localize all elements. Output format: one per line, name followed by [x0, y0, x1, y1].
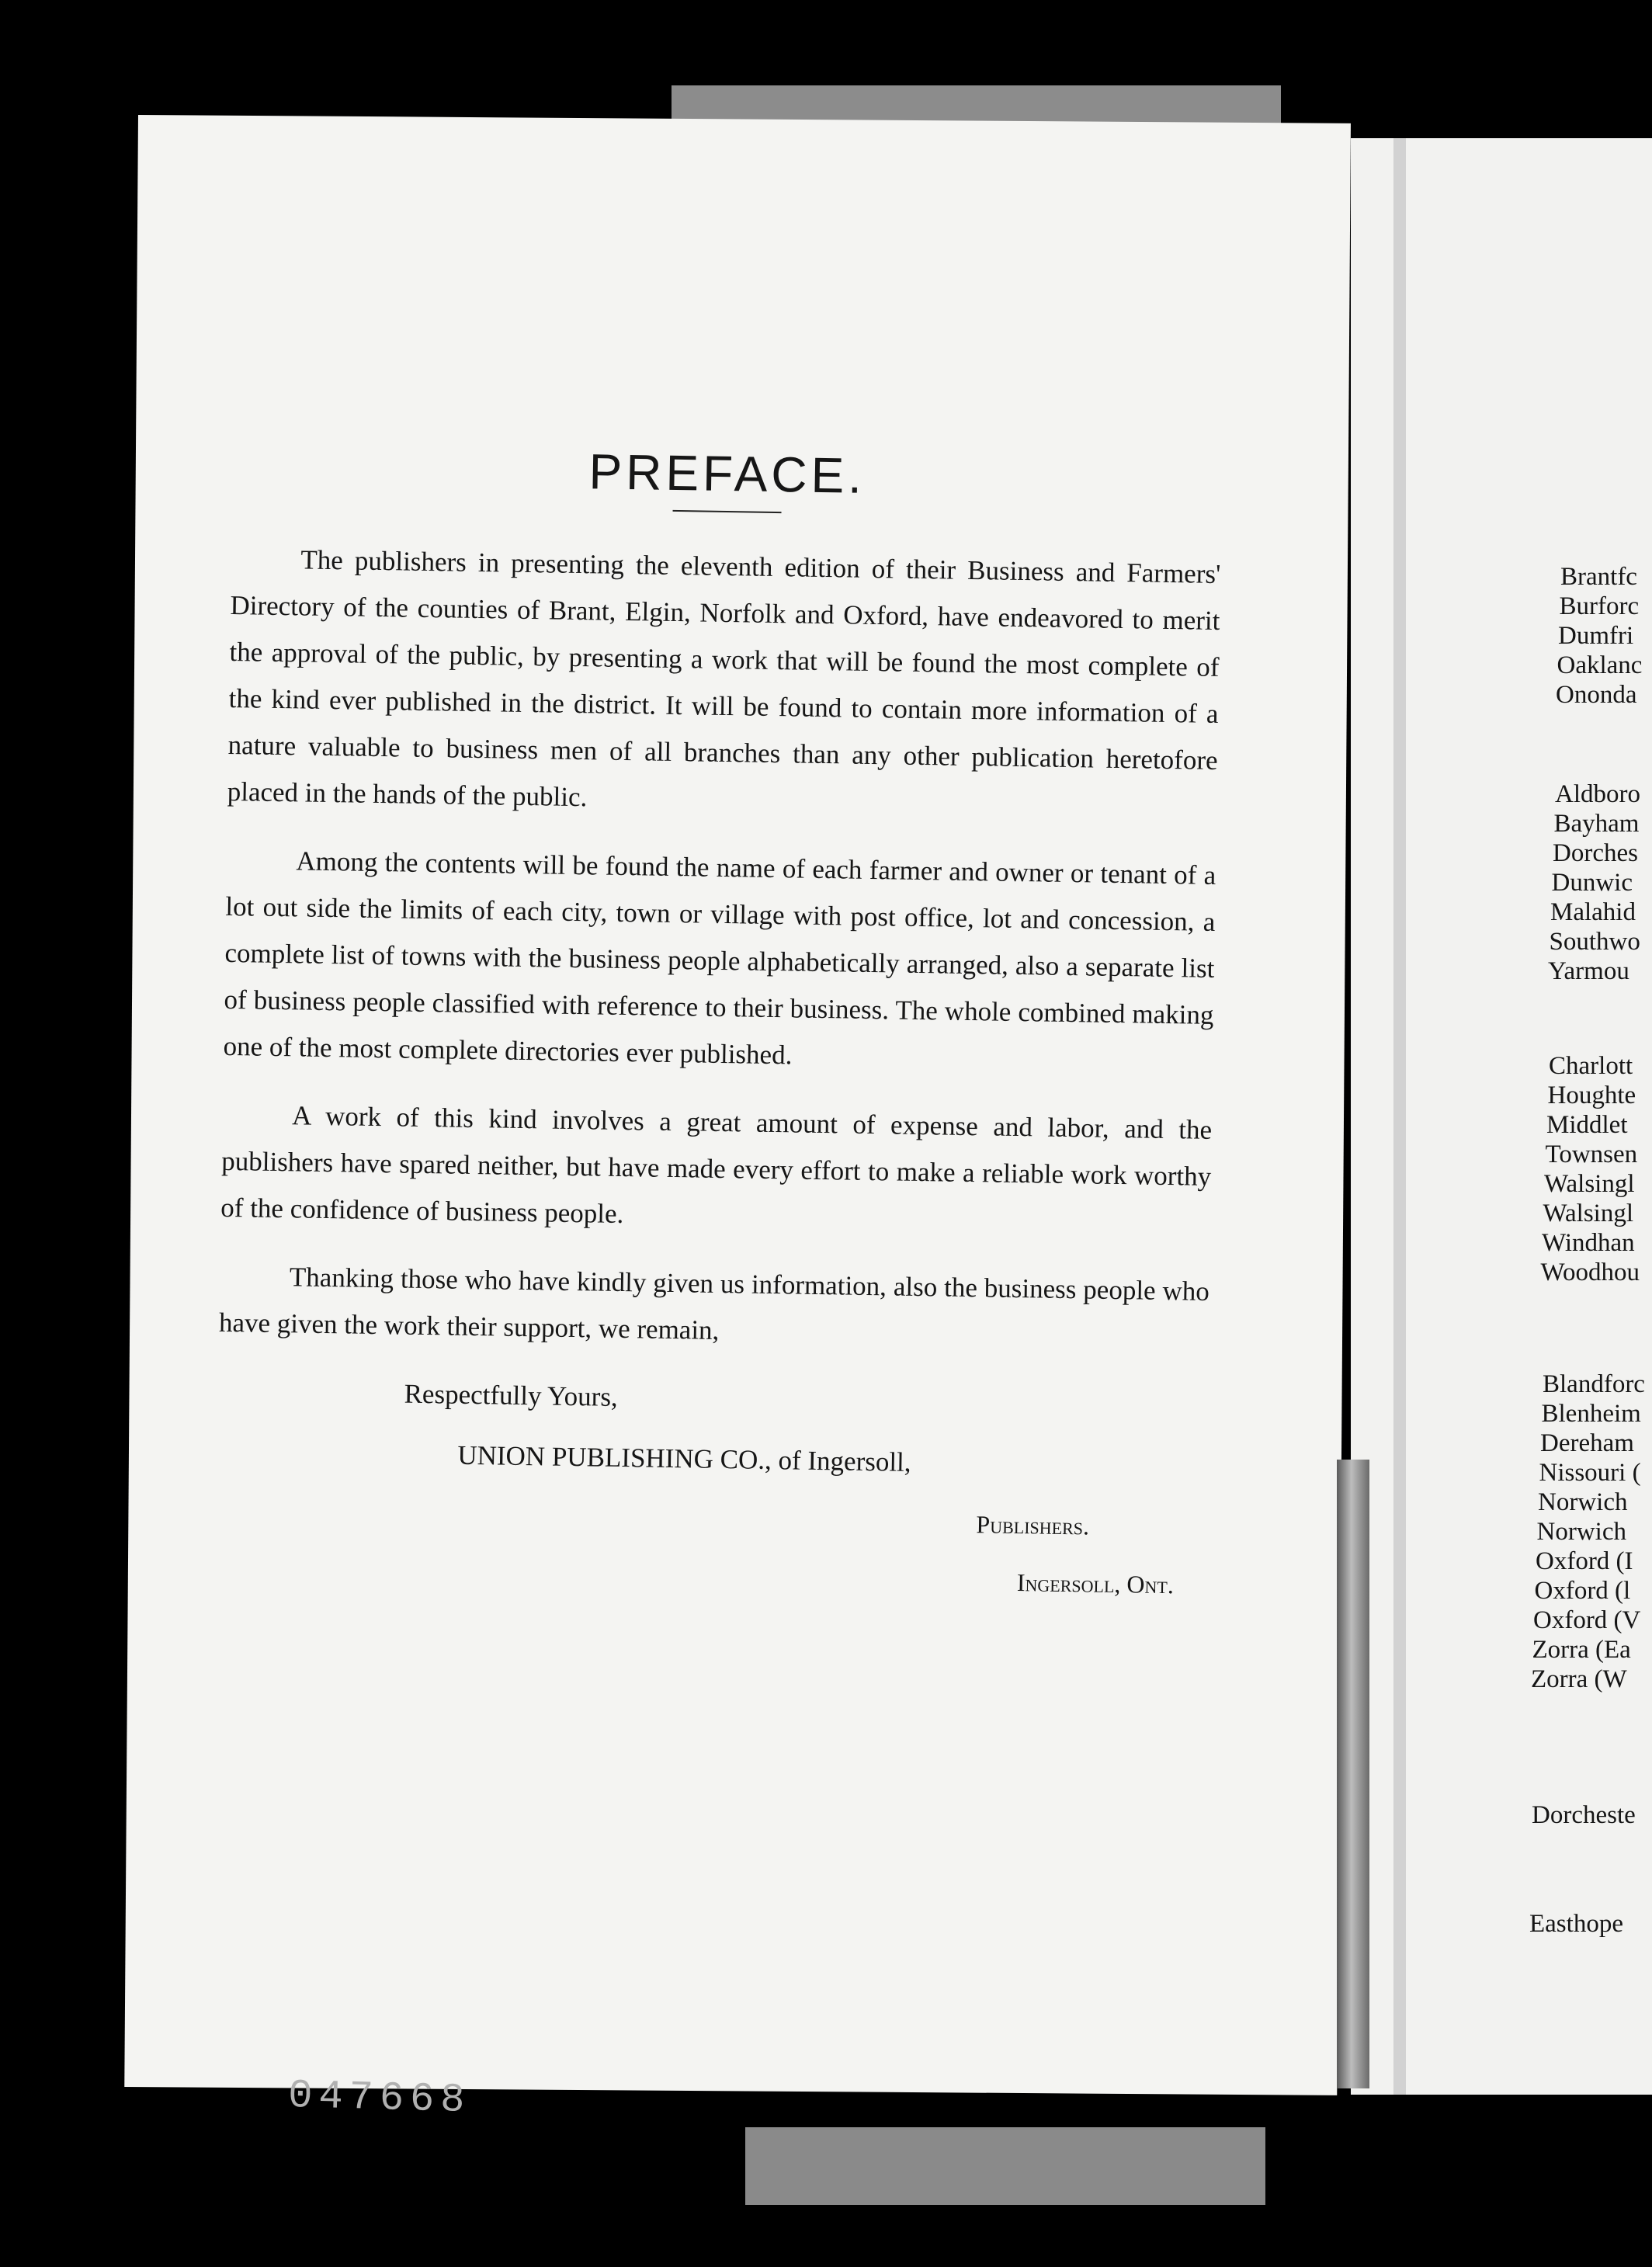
- facing-page-place-name: Norwich: [1538, 1488, 1628, 1516]
- facing-page-place-name: Oxford (l: [1534, 1577, 1631, 1605]
- facing-page-place-name: Aldboro: [1555, 780, 1640, 808]
- preface-text-block: [215, 435, 1223, 1609]
- preface-paragraph-1: The publishers in presenting the eleventh edition of their Business and Farmers' Directory of the counties of Brant, Elgin, Norfolk and Oxford, have endeavored to merit the approval of the public, by presenting a work that will be found the most complete of the kind ever published in the district. It will be found to contain more information of a nature valuable to business men of all branches than any other publication heretofore placed in the hands of the public.: [227, 544, 1221, 813]
- facing-page-place-name: Burforc: [1559, 592, 1640, 620]
- facing-page-place-name: Oxford (V: [1533, 1606, 1641, 1634]
- facing-page-place-name: Dunwic: [1551, 869, 1633, 897]
- torn-page-edge: [1337, 1460, 1369, 2088]
- facing-page-place-name: Easthope: [1529, 1910, 1623, 1938]
- facing-page-place-name: Windhan: [1542, 1229, 1635, 1257]
- facing-page-place-name: Dumfri: [1558, 622, 1634, 650]
- facing-page-place-name: Bayham: [1553, 810, 1640, 838]
- publisher-name: UNION PUBLISHING CO., of Ingersoll,: [457, 1439, 911, 1477]
- facing-page-place-name: Walsingl: [1544, 1170, 1635, 1198]
- page-gutter: [1393, 138, 1406, 2095]
- preface-paragraph-3: A work of this kind involves a great amount of expense and labor, and the publishers have spared neither, but have made every effort to make a reliable work worthy of the confidence of business people.: [220, 1100, 1213, 1230]
- facing-page-place-name: Walsingl: [1543, 1199, 1633, 1227]
- facing-page-place-name: Oaklanc: [1557, 651, 1643, 679]
- preface-paragraph-2: Among the contents will be found the name of each farmer and owner or tenant of a lot out side the limits of each city, town or village with post office, lot and concession, a complete list of towns with the business people alphabetically arranged, also a separate list of business people classified with reference to their business. The whole combined making one of the most complete directories ever published.: [223, 845, 1216, 1071]
- publisher-role: Publishers.: [976, 1510, 1090, 1540]
- title-rule: [672, 510, 781, 513]
- facing-page-place-name: Dorches: [1553, 839, 1638, 867]
- facing-page-place-name: Brantfc: [1560, 563, 1637, 591]
- facing-page-place-name: Middlet: [1546, 1111, 1628, 1139]
- facing-page-place-name: Blenheim: [1541, 1400, 1641, 1428]
- facing-page-place-name: Houghte: [1547, 1081, 1636, 1109]
- binding-tab-bottom: [745, 2127, 1265, 2205]
- facing-page-place-name: Southwo: [1549, 928, 1640, 956]
- facing-page-place-name: Charlott: [1549, 1052, 1633, 1080]
- facing-page-place-name: Dereham: [1540, 1429, 1634, 1457]
- preface-paragraph-4: Thanking those who have kindly given us information, also the business people who have given the work their support, we remain,: [218, 1262, 1210, 1345]
- facing-page-place-name: Oxford (I: [1536, 1547, 1633, 1575]
- facing-page-place-name: Zorra (W: [1531, 1665, 1627, 1693]
- facing-page-place-name: Townsen: [1545, 1140, 1638, 1168]
- facing-page-place-name: Blandforc: [1543, 1370, 1645, 1398]
- facing-page-place-name: Zorra (Ea: [1532, 1636, 1631, 1664]
- facing-page-place-name: Norwich: [1536, 1518, 1626, 1546]
- closing-salutation: Respectfully Yours,: [404, 1378, 619, 1412]
- accession-stamp: 047668: [287, 2073, 472, 2124]
- facing-page-place-name: Woodhou: [1540, 1258, 1640, 1286]
- facing-page-place-name: Nissouri (: [1539, 1459, 1641, 1487]
- page-title: PREFACE.: [588, 443, 866, 504]
- facing-page-place-name: Ononda: [1556, 681, 1637, 709]
- facing-page-place-name: Malahid: [1550, 898, 1636, 926]
- facing-page-place-name: Dorcheste: [1532, 1801, 1636, 1829]
- publisher-place: Ingersoll, Ont.: [1016, 1568, 1175, 1599]
- facing-page-place-name: Yarmou: [1548, 957, 1629, 985]
